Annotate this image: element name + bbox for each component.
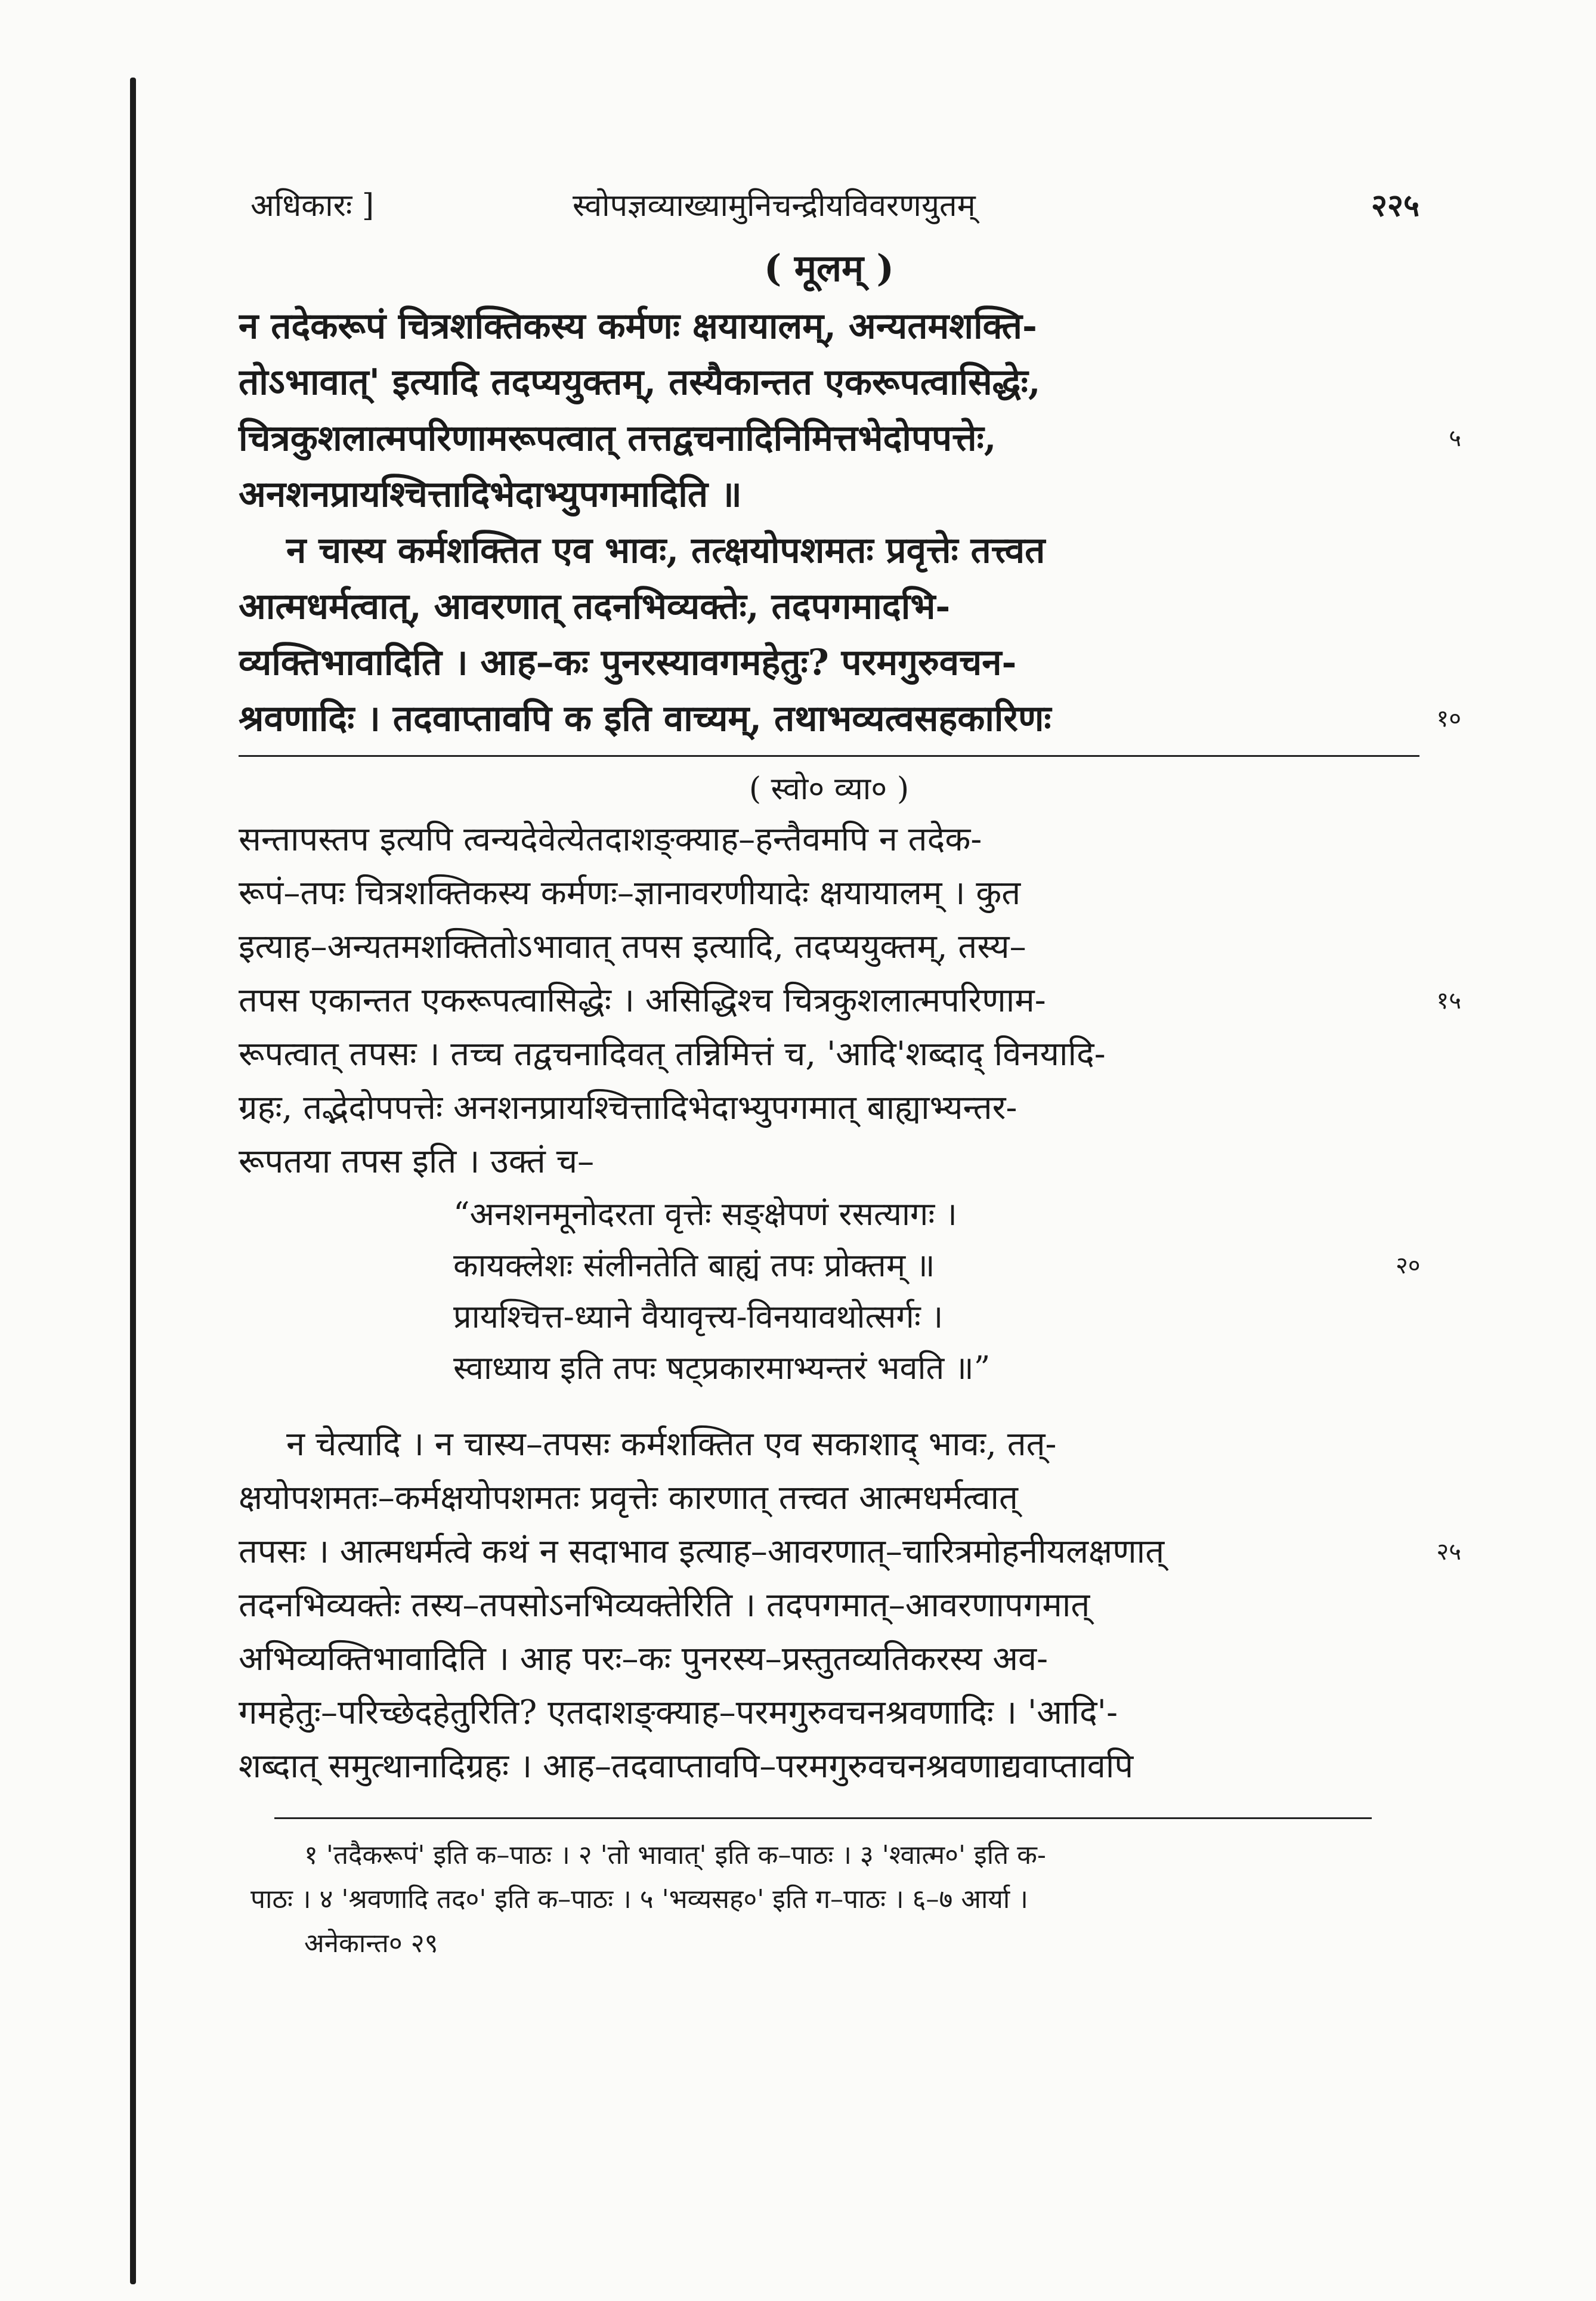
page-number: २२५ xyxy=(1371,187,1419,224)
mula-line: न चास्य कर्मशक्तित एव भावः, तत्क्षयोपशमतः प्रवृत्तेः तत्त्वत xyxy=(286,530,1046,571)
mula-line xyxy=(239,410,1461,466)
line-marker-25: २५ xyxy=(1436,1538,1461,1566)
commentary-line-text: तपसः । आत्मधर्मत्वे कथं न सदाभाव इत्याह–आवरणात्–चारित्रमोहनीयलक्षणात् xyxy=(239,1532,1165,1571)
book-page xyxy=(239,179,1461,1966)
commentary-section xyxy=(239,765,1461,1793)
quoted-verse xyxy=(453,1189,1419,1394)
mula-line: तोऽभावात्' इत्यादि तदप्ययुक्तम्, तस्यैकान्तत एकरूपत्वासिद्धेः, xyxy=(239,361,1041,403)
commentary-line: रूपतया तपस इति । उक्तं च– xyxy=(239,1142,595,1181)
verse-line-text: कायक्लेशः संलीनतेति बाह्यं तपः प्रोक्तम् ॥ xyxy=(453,1247,935,1284)
commentary-line: तदनभिव्यक्तेः तस्य–तपसोऽनभिव्यक्तेरिति । तदपगमात्–आवरणापगमात् xyxy=(239,1586,1090,1625)
footnote-divider xyxy=(274,1817,1372,1819)
commentary-line: न चेत्यादि । न चास्य–तपसः कर्मशक्तित एव सकाशाद् भावः, तत्- xyxy=(286,1425,1057,1464)
commentary-line: शब्दात् समुत्थानादिग्रहः । आह–तदवाप्तावपि–परमगुरुवचनश्रवणाद्यवाप्तावपि xyxy=(239,1747,1134,1786)
mula-line xyxy=(239,691,1461,747)
footnotes xyxy=(239,1833,1419,1966)
commentary-line: गमहेतुः–परिच्छेदहेतुरिति? एतदाशङ्क्याह–परमगुरुवचनश्रवणादिः । 'आदि'- xyxy=(239,1693,1118,1732)
verse-line xyxy=(453,1240,1419,1291)
footnote-line: पाठः । ४ 'श्रवणादि तद०' इति क–पाठः । ५ 'भव्यसह०' इति ग–पाठः । ६–७ आर्या । xyxy=(250,1884,1028,1915)
commentary-line: अभिव्यक्तिभावादिति । आह परः–कः पुनरस्य–प्रस्तुतव्यतिकरस्य अव- xyxy=(239,1640,1048,1678)
commentary-line: रूपं–तपः चित्रशक्तिकस्य कर्मणः–ज्ञानावरणीयादेः क्षयायालम् । कुत xyxy=(239,874,1021,913)
commentary-line-text: तपस एकान्तत एकरूपत्वासिद्धेः । असिद्धिश्च चित्रकुशलात्मपरिणाम- xyxy=(239,981,1046,1020)
page-binding-edge xyxy=(130,78,136,2284)
commentary-line: इत्याह–अन्यतमशक्तितोऽभावात् तपस इत्यादि, तदप्ययुक्तम्, तस्य– xyxy=(239,927,1026,966)
mula-line: न तदेकरूपं चित्रशक्तिकस्य कर्मणः क्षयायालम्, अन्यतमशक्ति- xyxy=(239,305,1037,347)
footnote-line: १ 'तदैकरूपं' इति क–पाठः । २ 'तो भावात्' इति क–पाठः । ३ 'श्वात्म०' इति क- xyxy=(304,1840,1046,1870)
commentary-line: ग्रहः, तद्भेदोपपत्तेः अनशनप्रायश्चित्तादिभेदाभ्युपगमात् बाह्याभ्यन्तर- xyxy=(239,1088,1017,1127)
mula-section xyxy=(239,239,1461,747)
mula-line-text: श्रवणादिः । तदवाप्तावपि क इति वाच्यम्, तथाभव्यत्वसहकारिणः xyxy=(239,698,1051,740)
mula-line: आत्मधर्मत्वात्, आवरणात् तदनभिव्यक्तेः, तदपगमादभि- xyxy=(239,586,951,627)
line-marker-5: ५ xyxy=(1449,425,1461,452)
book-title: स्वोपज्ञव्याख्यामुनिचन्द्रीयविवरणयुतम् xyxy=(573,188,976,224)
line-marker-15: १५ xyxy=(1436,987,1461,1015)
signature-mark: अनेकान्त० २९ xyxy=(304,1928,438,1959)
mula-title: ( मूलम् ) xyxy=(763,246,895,290)
mula-line: व्यक्तिभावादिति । आह–कः पुनरस्यावगमहेतुः? परमगुरुवचन- xyxy=(239,642,1017,684)
commentary-title: ( स्वो० व्या० ) xyxy=(748,771,910,807)
commentary-line: सन्तापस्तप इत्यपि त्वन्यदेवेत्येतदाशङ्क्याह–हन्तैवमपि न तदेक- xyxy=(239,820,982,859)
verse-line: स्वाध्याय इति तपः षट्प्रकारमाभ्यन्तरं भवति ॥” xyxy=(453,1349,991,1387)
commentary-line: क्षयोपशमतः–कर्मक्षयोपशमतः प्रवृत्तेः कारणात् तत्त्वत आत्मधर्मत्वात् xyxy=(239,1479,1018,1517)
line-marker-20: २० xyxy=(1396,1252,1421,1279)
commentary-line: रूपत्वात् तपसः । तच्च तद्वचनादिवत् तन्निमित्तं च, 'आदि'शब्दाद् विनयादि- xyxy=(239,1035,1106,1074)
commentary-line xyxy=(239,974,1461,1028)
mula-line: अनशनप्रायश्चित्तादिभेदाभ्युपगमादिति ॥ xyxy=(239,474,742,515)
mula-line-text: चित्रकुशलात्मपरिणामरूपत्वात् तत्तद्वचनादिनिमित्तभेदोपपत्तेः, xyxy=(239,417,997,459)
running-header xyxy=(239,179,1419,233)
chapter-label: अधिकारः ] xyxy=(250,188,375,224)
verse-line: “अनशनमूनोदरता वृत्तेः सङ्क्षेपणं रसत्यागः । xyxy=(453,1195,957,1233)
section-divider xyxy=(239,755,1419,757)
line-marker-10: १० xyxy=(1436,705,1461,732)
verse-line: प्रायश्चित्त-ध्याने वैयावृत्त्य-विनयावथोत्सर्गः । xyxy=(453,1298,944,1335)
commentary-line xyxy=(239,1525,1461,1579)
